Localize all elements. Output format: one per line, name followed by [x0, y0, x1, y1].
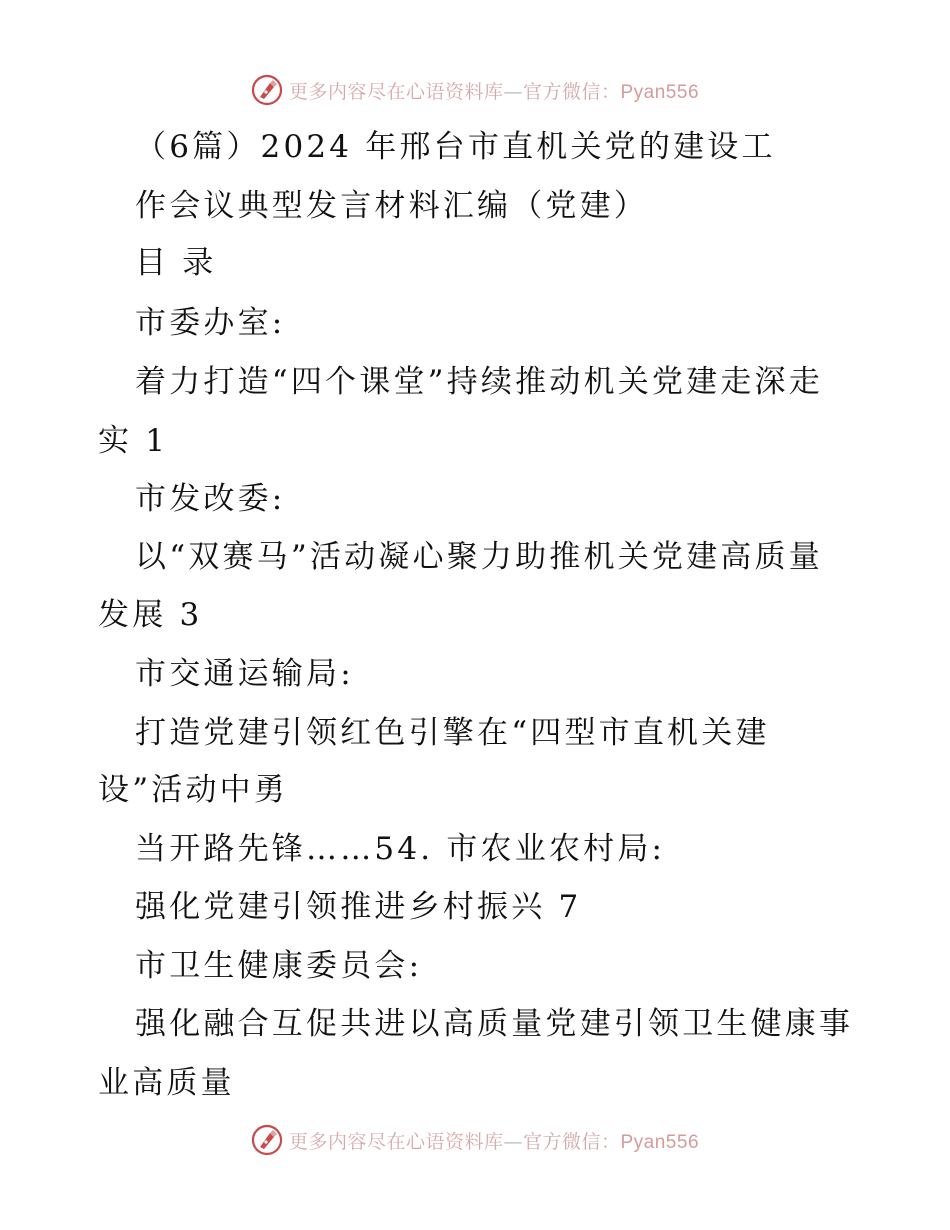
toc-line: 实 1 [98, 423, 169, 459]
toc-line: 以“双赛马”活动凝心聚力助推机关党建高质量 [135, 539, 823, 575]
toc-line: 发展 3 [98, 597, 203, 633]
watermark-wechat-id: Pyan556 [620, 1131, 700, 1153]
toc-line: 当开路先锋……54. 市农业农村局: [135, 831, 666, 867]
toc-line: 打造党建引领红色引擎在“四型市直机关建 [135, 715, 770, 751]
toc-line: 市委办室: [135, 305, 286, 341]
toc-line: 强化党建引领推进乡村振兴 7 [135, 889, 582, 925]
toc-line: 业高质量 [98, 1065, 235, 1101]
watermark-text [289, 77, 699, 104]
watermark-wechat-label: 官方微信： [522, 1130, 621, 1153]
document-title-line-2: 作会议典型发言材料汇编（党建） [135, 188, 648, 224]
watermark-wechat-id: Pyan556 [620, 81, 700, 103]
pen-nib-logo-icon [251, 1124, 283, 1156]
watermark-footer [0, 1122, 950, 1158]
watermark-text [289, 1127, 699, 1154]
watermark-dash: — [503, 80, 523, 103]
pen-nib-logo-icon [251, 74, 283, 106]
watermark-prefix: 更多内容尽在心语资料库 [288, 80, 504, 103]
toc-line: 市卫生健康委员会: [135, 948, 423, 984]
toc-line: 着力打造“四个课堂”持续推动机关党建走深走 [135, 364, 823, 400]
toc-line: 市交通运输局: [135, 656, 354, 692]
watermark-dash: — [503, 1130, 523, 1153]
watermark-prefix: 更多内容尽在心语资料库 [288, 1130, 504, 1153]
watermark-wechat-label: 官方微信： [522, 80, 621, 103]
toc-heading: 目 录 [135, 245, 217, 281]
document-title-line-1: （6篇）2024 年邢台市直机关党的建设工 [135, 129, 776, 165]
watermark-header [0, 72, 950, 108]
toc-line: 强化融合互促共进以高质量党建引领卫生健康事 [135, 1006, 854, 1042]
toc-line: 设”活动中勇 [98, 772, 289, 808]
toc-line: 市发改委: [135, 481, 286, 517]
